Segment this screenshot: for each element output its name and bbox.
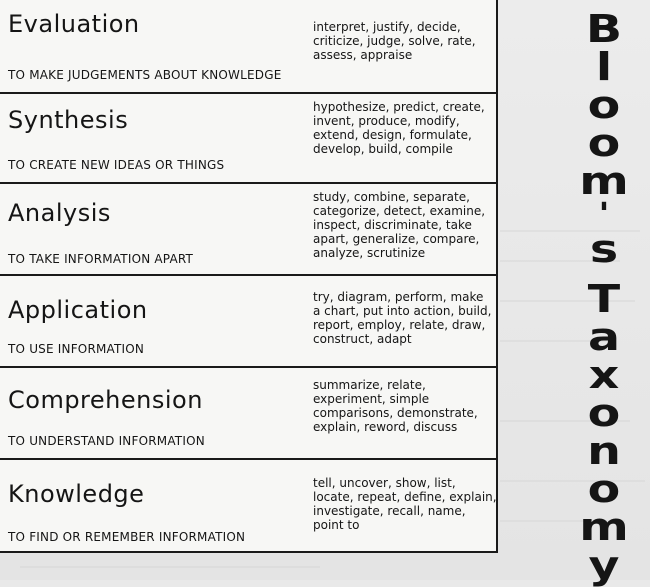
title-letter: l bbox=[595, 45, 613, 89]
title-letter: a bbox=[587, 315, 621, 359]
title-letter: m bbox=[579, 505, 629, 549]
level-description: TO UNDERSTAND INFORMATION bbox=[8, 434, 205, 448]
level-verbs: tell, uncover, show, list, locate, repeat, define, explain, investigate, recall, name, point to bbox=[313, 476, 497, 532]
level-name: Knowledge bbox=[8, 480, 145, 508]
level-verbs: summarize, relate, experiment, simple comparisons, demonstrate, explain, reword, discuss bbox=[313, 378, 478, 434]
title-letter: n bbox=[587, 429, 621, 473]
level-name: Evaluation bbox=[8, 10, 140, 38]
title-letter: o bbox=[587, 121, 621, 165]
background-text-line bbox=[20, 566, 320, 568]
title-word-taxonomy bbox=[579, 277, 629, 587]
blooms-taxonomy-title bbox=[579, 7, 629, 587]
level-row-analysis bbox=[0, 182, 498, 274]
level-description: TO TAKE INFORMATION APART bbox=[8, 252, 194, 266]
title-letter: o bbox=[587, 83, 621, 127]
level-verbs: hypothesize, predict, create, invent, produce, modify, extend, design, formulate, develop, build, compile bbox=[313, 100, 485, 156]
level-verbs: study, combine, separate, categorize, detect, examine, inspect, discriminate, take apart, generalize, compare, analyze, scrutinize bbox=[313, 190, 486, 260]
level-row-synthesis bbox=[0, 92, 498, 182]
level-row-evaluation bbox=[0, 0, 498, 92]
level-description: TO MAKE JUDGEMENTS ABOUT KNOWLEDGE bbox=[8, 68, 282, 82]
level-verbs: interpret, justify, decide, criticize, judge, solve, rate, assess, appraise bbox=[313, 20, 476, 62]
title-letter: o bbox=[587, 467, 621, 511]
level-name: Analysis bbox=[8, 199, 111, 227]
title-letter: y bbox=[588, 543, 620, 587]
level-description: TO FIND OR REMEMBER INFORMATION bbox=[8, 530, 246, 544]
level-name: Comprehension bbox=[8, 386, 203, 414]
level-row-application bbox=[0, 274, 498, 366]
level-description: TO CREATE NEW IDEAS OR THINGS bbox=[8, 158, 225, 172]
title-letter: o bbox=[587, 391, 621, 435]
title-letter: ' bbox=[598, 197, 610, 232]
title-letter: T bbox=[587, 277, 621, 321]
title-letter: s bbox=[589, 227, 619, 271]
title-letter: B bbox=[585, 7, 623, 51]
level-row-knowledge bbox=[0, 458, 498, 551]
level-row-comprehension bbox=[0, 366, 498, 458]
title-letter: x bbox=[588, 353, 620, 397]
level-name: Synthesis bbox=[8, 106, 129, 134]
level-verbs: try, diagram, perform, make a chart, put into action, build, report, employ, relate, draw, construct, adapt bbox=[313, 290, 492, 346]
level-description: TO USE INFORMATION bbox=[8, 342, 145, 356]
level-name: Application bbox=[8, 296, 148, 324]
title-word-blooms bbox=[579, 7, 629, 271]
title-letter: m bbox=[579, 159, 629, 203]
